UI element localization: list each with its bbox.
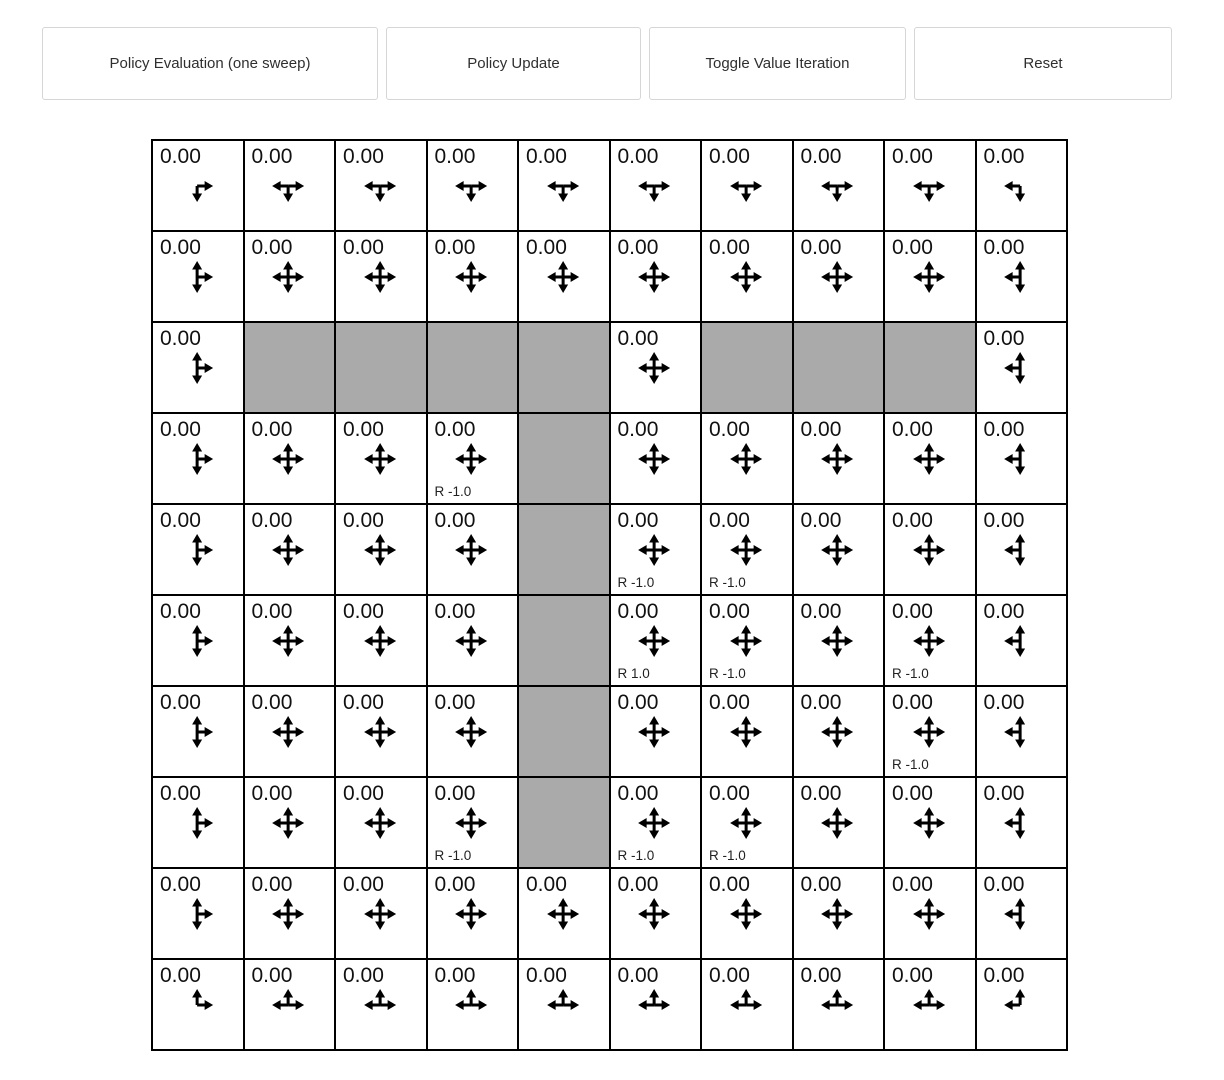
cell-value: 0.00 <box>251 782 293 805</box>
policy-arrows-icon <box>358 710 402 754</box>
cell-value: 0.00 <box>892 964 933 987</box>
cell-value: 0.00 <box>160 145 201 168</box>
policy-arrows-icon <box>998 255 1042 299</box>
cell-value: 0.00 <box>251 418 293 441</box>
grid-cell[interactable] <box>428 778 518 867</box>
cell-value: 0.00 <box>160 418 201 441</box>
policy-arrows-icon <box>266 255 310 299</box>
cell-value: 0.00 <box>800 873 842 896</box>
cell-value: 0.00 <box>343 145 384 168</box>
grid-cell[interactable] <box>428 596 518 685</box>
grid-cell[interactable] <box>977 960 1067 1049</box>
cell-value: 0.00 <box>526 236 567 259</box>
policy-arrows-icon <box>632 710 676 754</box>
cell-reward: R 1.0 <box>617 665 650 681</box>
cell-value: 0.00 <box>526 873 567 896</box>
policy-arrows-icon <box>175 164 219 208</box>
cell-value: 0.00 <box>343 873 384 896</box>
grid-cell[interactable] <box>885 869 975 958</box>
policy-arrows-icon <box>541 892 585 936</box>
wall-cell <box>519 505 609 594</box>
policy-arrows-icon <box>175 528 219 572</box>
grid-cell[interactable] <box>885 414 975 503</box>
cell-value: 0.00 <box>800 418 842 441</box>
cell-reward: R -1.0 <box>709 847 746 863</box>
grid-cell[interactable] <box>336 141 426 230</box>
policy-arrows-icon <box>266 801 310 845</box>
cell-value: 0.00 <box>617 782 659 805</box>
cell-value: 0.00 <box>800 782 842 805</box>
grid-cell[interactable] <box>702 687 792 776</box>
cell-value: 0.00 <box>343 236 384 259</box>
grid-cell[interactable] <box>245 141 335 230</box>
grid-cell[interactable] <box>702 505 792 594</box>
grid-cell[interactable] <box>336 778 426 867</box>
policy-arrows-icon <box>907 983 951 1027</box>
cell-value: 0.00 <box>983 145 1025 168</box>
policy-arrows-icon <box>724 437 768 481</box>
grid-cell[interactable] <box>611 960 701 1049</box>
policy-arrows-icon <box>724 255 768 299</box>
grid-cell[interactable] <box>519 141 609 230</box>
policy-arrows-icon <box>175 346 219 390</box>
policy-arrows-icon <box>358 892 402 936</box>
grid-cell[interactable] <box>336 232 426 321</box>
grid-cell[interactable] <box>885 232 975 321</box>
policy-arrows-icon <box>541 255 585 299</box>
cell-reward: R -1.0 <box>617 574 655 590</box>
cell-value: 0.00 <box>617 600 659 623</box>
wall-cell <box>519 323 609 412</box>
policy-arrows-icon <box>266 528 310 572</box>
cell-value: 0.00 <box>983 691 1025 714</box>
grid-cell[interactable] <box>336 869 426 958</box>
grid-cell[interactable] <box>977 505 1067 594</box>
wall-cell <box>245 323 335 412</box>
wall-cell <box>336 323 426 412</box>
cell-value: 0.00 <box>709 964 750 987</box>
cell-value: 0.00 <box>526 145 567 168</box>
cell-value: 0.00 <box>160 964 201 987</box>
policy-arrows-icon <box>815 164 859 208</box>
policy-arrows-icon <box>632 801 676 845</box>
cell-value: 0.00 <box>983 327 1025 350</box>
policy-arrows-icon <box>449 437 493 481</box>
grid-cell[interactable] <box>428 141 518 230</box>
policy-arrows-icon <box>815 801 859 845</box>
policy-arrows-icon <box>998 619 1042 663</box>
grid-cell[interactable] <box>702 232 792 321</box>
wall-cell <box>885 323 975 412</box>
cell-value: 0.00 <box>709 782 750 805</box>
policy-arrows-icon <box>175 437 219 481</box>
policy-arrows-icon <box>266 892 310 936</box>
grid-cell[interactable] <box>245 687 335 776</box>
grid-cell[interactable] <box>336 505 426 594</box>
cell-value: 0.00 <box>709 691 750 714</box>
policy-arrows-icon <box>266 164 310 208</box>
cell-value: 0.00 <box>983 236 1025 259</box>
policy-arrows-icon <box>266 983 310 1027</box>
cell-value: 0.00 <box>434 691 476 714</box>
grid-cell[interactable] <box>428 232 518 321</box>
cell-reward: R -1.0 <box>892 665 929 681</box>
cell-value: 0.00 <box>892 600 933 623</box>
grid-cell[interactable] <box>611 778 701 867</box>
grid-cell[interactable] <box>428 414 518 503</box>
cell-value: 0.00 <box>160 691 201 714</box>
policy-arrows-icon <box>449 255 493 299</box>
policy-arrows-icon <box>449 619 493 663</box>
policy-arrows-icon <box>358 437 402 481</box>
grid-cell[interactable] <box>245 232 335 321</box>
grid-cell[interactable] <box>336 596 426 685</box>
grid-cell[interactable] <box>519 960 609 1049</box>
grid-cell[interactable] <box>977 414 1067 503</box>
policy-arrows-icon <box>724 619 768 663</box>
grid-cell[interactable] <box>702 960 792 1049</box>
grid-cell[interactable] <box>428 687 518 776</box>
cell-value: 0.00 <box>709 236 750 259</box>
grid-cell[interactable] <box>977 687 1067 776</box>
grid-cell[interactable] <box>153 869 243 958</box>
policy-arrows-icon <box>175 983 219 1027</box>
grid-cell[interactable] <box>611 141 701 230</box>
wall-cell <box>428 323 518 412</box>
cell-value: 0.00 <box>983 873 1025 896</box>
grid-cell[interactable] <box>702 869 792 958</box>
cell-value: 0.00 <box>434 782 476 805</box>
grid-cell[interactable] <box>977 869 1067 958</box>
cell-value: 0.00 <box>892 145 933 168</box>
grid-cell[interactable] <box>977 141 1067 230</box>
cell-value: 0.00 <box>343 509 384 532</box>
grid-cell[interactable] <box>245 869 335 958</box>
grid-cell[interactable] <box>336 414 426 503</box>
cell-value: 0.00 <box>617 509 659 532</box>
cell-value: 0.00 <box>343 418 384 441</box>
policy-arrows-icon <box>724 801 768 845</box>
policy-arrows-icon <box>632 164 676 208</box>
grid-cell[interactable] <box>336 687 426 776</box>
grid-cell[interactable] <box>977 323 1067 412</box>
policy-arrows-icon <box>907 255 951 299</box>
policy-arrows-icon <box>724 710 768 754</box>
policy-arrows-icon <box>266 619 310 663</box>
grid-cell[interactable] <box>977 778 1067 867</box>
policy-arrows-icon <box>907 710 951 754</box>
policy-arrows-icon <box>541 164 585 208</box>
grid-cell[interactable] <box>153 232 243 321</box>
policy-arrows-icon <box>724 892 768 936</box>
grid-cell[interactable] <box>611 687 701 776</box>
cell-value: 0.00 <box>251 964 293 987</box>
policy-arrows-icon <box>998 437 1042 481</box>
policy-arrows-icon <box>632 528 676 572</box>
cell-value: 0.00 <box>892 418 933 441</box>
grid-cell[interactable] <box>611 505 701 594</box>
cell-value: 0.00 <box>800 145 842 168</box>
policy-arrows-icon <box>998 164 1042 208</box>
policy-arrows-icon <box>175 619 219 663</box>
policy-arrows-icon <box>815 892 859 936</box>
cell-value: 0.00 <box>983 964 1025 987</box>
grid-cell[interactable] <box>702 778 792 867</box>
cell-value: 0.00 <box>160 236 201 259</box>
grid-cell[interactable] <box>428 960 518 1049</box>
grid-cell[interactable] <box>794 960 884 1049</box>
cell-value: 0.00 <box>251 873 293 896</box>
grid-cell[interactable] <box>885 687 975 776</box>
policy-arrows-icon <box>815 528 859 572</box>
policy-arrows-icon <box>449 801 493 845</box>
policy-arrows-icon <box>266 437 310 481</box>
cell-value: 0.00 <box>892 236 933 259</box>
cell-value: 0.00 <box>251 236 293 259</box>
cell-value: 0.00 <box>434 145 476 168</box>
grid-cell[interactable] <box>885 505 975 594</box>
policy-arrows-icon <box>998 710 1042 754</box>
cell-value: 0.00 <box>526 964 567 987</box>
policy-arrows-icon <box>449 892 493 936</box>
policy-arrows-icon <box>632 437 676 481</box>
grid-cell[interactable] <box>611 323 701 412</box>
grid-cell[interactable] <box>794 232 884 321</box>
grid-cell[interactable] <box>336 960 426 1049</box>
wall-cell <box>519 778 609 867</box>
cell-value: 0.00 <box>892 509 933 532</box>
policy-arrows-icon <box>632 255 676 299</box>
policy-arrows-icon <box>907 437 951 481</box>
policy-arrows-icon <box>998 346 1042 390</box>
policy-arrows-icon <box>724 164 768 208</box>
wall-cell <box>519 687 609 776</box>
cell-value: 0.00 <box>800 600 842 623</box>
policy-arrows-icon <box>175 892 219 936</box>
policy-arrows-icon <box>632 619 676 663</box>
cell-value: 0.00 <box>251 145 293 168</box>
grid-cell[interactable] <box>611 232 701 321</box>
cell-reward: R -1.0 <box>434 483 472 499</box>
cell-value: 0.00 <box>892 782 933 805</box>
grid-cell[interactable] <box>153 687 243 776</box>
policy-update-button[interactable]: Policy Update <box>386 27 641 100</box>
policy-arrows-icon <box>266 710 310 754</box>
cell-value: 0.00 <box>983 782 1025 805</box>
grid-cell[interactable] <box>611 869 701 958</box>
cell-value: 0.00 <box>160 327 201 350</box>
toggle-value-iteration-button[interactable]: Toggle Value Iteration <box>649 27 906 100</box>
grid-cell[interactable] <box>428 505 518 594</box>
grid-cell[interactable] <box>519 869 609 958</box>
policy-arrows-icon <box>724 983 768 1027</box>
grid-cell[interactable] <box>245 778 335 867</box>
cell-value: 0.00 <box>160 600 201 623</box>
grid-cell[interactable] <box>794 141 884 230</box>
cell-value: 0.00 <box>251 691 293 714</box>
cell-value: 0.00 <box>434 873 476 896</box>
cell-value: 0.00 <box>617 418 659 441</box>
cell-value: 0.00 <box>800 964 842 987</box>
policy-evaluation-button[interactable]: Policy Evaluation (one sweep) <box>42 27 378 100</box>
cell-reward: R -1.0 <box>617 847 655 863</box>
grid-cell[interactable] <box>153 414 243 503</box>
grid-cell[interactable] <box>153 596 243 685</box>
cell-value: 0.00 <box>892 873 933 896</box>
toolbar <box>42 27 1172 100</box>
policy-arrows-icon <box>907 528 951 572</box>
policy-arrows-icon <box>998 983 1042 1027</box>
policy-arrows-icon <box>907 892 951 936</box>
grid-cell[interactable] <box>702 141 792 230</box>
wall-cell <box>519 596 609 685</box>
grid-cell[interactable] <box>794 869 884 958</box>
cell-value: 0.00 <box>434 236 476 259</box>
policy-arrows-icon <box>998 528 1042 572</box>
cell-value: 0.00 <box>709 600 750 623</box>
cell-value: 0.00 <box>160 509 201 532</box>
grid-cell[interactable] <box>153 323 243 412</box>
policy-arrows-icon <box>175 710 219 754</box>
grid-cell[interactable] <box>885 960 975 1049</box>
policy-arrows-icon <box>998 801 1042 845</box>
cell-value: 0.00 <box>343 691 384 714</box>
grid-cell[interactable] <box>153 141 243 230</box>
cell-value: 0.00 <box>343 782 384 805</box>
grid-cell[interactable] <box>245 960 335 1049</box>
policy-arrows-icon <box>358 801 402 845</box>
grid-cell[interactable] <box>153 505 243 594</box>
cell-value: 0.00 <box>160 782 201 805</box>
policy-arrows-icon <box>358 255 402 299</box>
grid-cell[interactable] <box>794 414 884 503</box>
cell-value: 0.00 <box>617 145 659 168</box>
grid-cell[interactable] <box>794 505 884 594</box>
cell-value: 0.00 <box>709 418 750 441</box>
cell-value: 0.00 <box>800 509 842 532</box>
grid-cell[interactable] <box>794 596 884 685</box>
cell-value: 0.00 <box>251 509 293 532</box>
grid-cell[interactable] <box>702 596 792 685</box>
grid-cell[interactable] <box>885 778 975 867</box>
cell-value: 0.00 <box>892 691 933 714</box>
cell-value: 0.00 <box>617 691 659 714</box>
grid-cell[interactable] <box>519 232 609 321</box>
grid-cell[interactable] <box>428 869 518 958</box>
grid-cell[interactable] <box>245 414 335 503</box>
cell-value: 0.00 <box>617 873 659 896</box>
grid-cell[interactable] <box>153 778 243 867</box>
cell-value: 0.00 <box>160 873 201 896</box>
policy-arrows-icon <box>907 164 951 208</box>
policy-arrows-icon <box>815 255 859 299</box>
cell-value: 0.00 <box>709 509 750 532</box>
cell-reward: R -1.0 <box>892 756 929 772</box>
policy-arrows-icon <box>907 619 951 663</box>
cell-value: 0.00 <box>800 691 842 714</box>
cell-value: 0.00 <box>343 600 384 623</box>
cell-value: 0.00 <box>800 236 842 259</box>
policy-arrows-icon <box>449 528 493 572</box>
policy-arrows-icon <box>998 892 1042 936</box>
reset-button[interactable]: Reset <box>914 27 1172 100</box>
cell-value: 0.00 <box>617 327 659 350</box>
grid-cell[interactable] <box>245 596 335 685</box>
grid-cell[interactable] <box>977 596 1067 685</box>
grid-cell[interactable] <box>885 596 975 685</box>
policy-arrows-icon <box>541 983 585 1027</box>
grid-cell[interactable] <box>153 960 243 1049</box>
cell-value: 0.00 <box>434 509 476 532</box>
wall-cell <box>702 323 792 412</box>
policy-arrows-icon <box>449 710 493 754</box>
grid-cell[interactable] <box>702 414 792 503</box>
policy-arrows-icon <box>815 619 859 663</box>
grid-cell[interactable] <box>611 414 701 503</box>
grid-cell[interactable] <box>245 505 335 594</box>
policy-arrows-icon <box>175 801 219 845</box>
cell-value: 0.00 <box>434 418 476 441</box>
policy-arrows-icon <box>449 164 493 208</box>
cell-value: 0.00 <box>983 509 1025 532</box>
policy-arrows-icon <box>724 528 768 572</box>
cell-value: 0.00 <box>434 964 476 987</box>
cell-value: 0.00 <box>983 600 1025 623</box>
policy-arrows-icon <box>175 255 219 299</box>
gridworld <box>151 139 1068 1051</box>
policy-arrows-icon <box>358 528 402 572</box>
cell-value: 0.00 <box>617 236 659 259</box>
grid-cell[interactable] <box>611 596 701 685</box>
cell-value: 0.00 <box>434 600 476 623</box>
cell-value: 0.00 <box>709 873 750 896</box>
cell-reward: R -1.0 <box>709 665 746 681</box>
policy-arrows-icon <box>632 892 676 936</box>
policy-arrows-icon <box>358 164 402 208</box>
cell-value: 0.00 <box>251 600 293 623</box>
policy-arrows-icon <box>449 983 493 1027</box>
grid-cell[interactable] <box>794 687 884 776</box>
policy-arrows-icon <box>358 619 402 663</box>
wall-cell <box>519 414 609 503</box>
cell-value: 0.00 <box>709 145 750 168</box>
grid-cell[interactable] <box>977 232 1067 321</box>
policy-arrows-icon <box>907 801 951 845</box>
policy-arrows-icon <box>358 983 402 1027</box>
policy-arrows-icon <box>815 710 859 754</box>
policy-arrows-icon <box>815 983 859 1027</box>
policy-arrows-icon <box>632 983 676 1027</box>
grid-cell[interactable] <box>885 141 975 230</box>
cell-reward: R -1.0 <box>709 574 746 590</box>
grid-cell[interactable] <box>794 778 884 867</box>
policy-arrows-icon <box>815 437 859 481</box>
wall-cell <box>794 323 884 412</box>
cell-value: 0.00 <box>343 964 384 987</box>
cell-value: 0.00 <box>617 964 659 987</box>
cell-value: 0.00 <box>983 418 1025 441</box>
policy-arrows-icon <box>632 346 676 390</box>
cell-reward: R -1.0 <box>434 847 472 863</box>
